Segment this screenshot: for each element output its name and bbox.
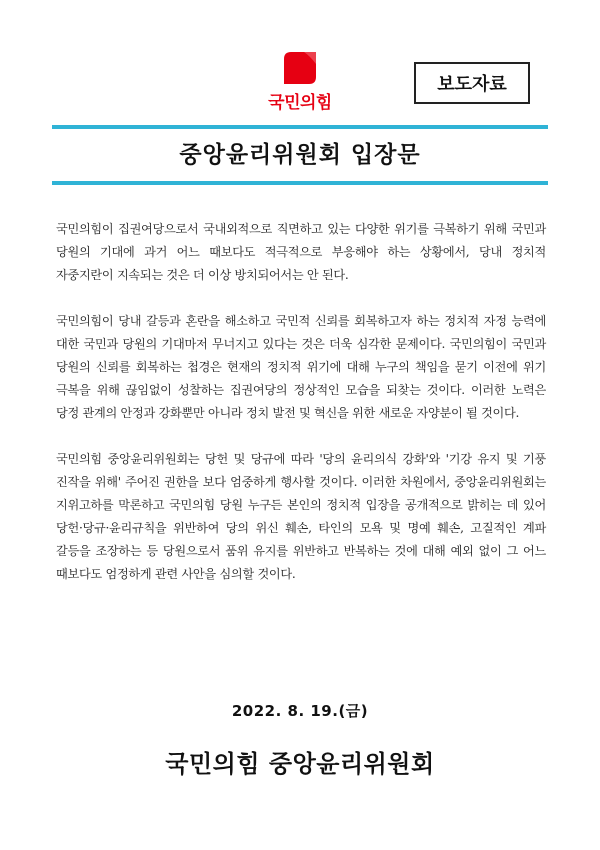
statement-date: 2022. 8. 19.(금) <box>231 702 369 720</box>
paragraph-2: 국민의힘이 당내 갈등과 혼란을 해소하고 국민적 신뢰를 회복하고자 하는 정치적 자정 능력에 대한 국민과 당원의 기대마저 무너지고 있다는 것은 더욱 심각한 문제이다. 국민의힘이 국민과 당원의 신뢰를 회복하는 첩경은 현재의 정치적 위기에 대해 누구의 책임을 묻기 이전에 위기 극복을 위해 끊임없이 성찰하는 집권여당의 정상적인 모습을 되찾는 것이다. 이러한 노력은 당정 관계의 안정과 강화뿐만 아니라 정치 발전 및 혁신을 위한 새로운 자양분이 될 것이다. <box>56 314 546 420</box>
press-release-label: 보도자료 <box>414 62 530 104</box>
title-bottom-rule <box>52 181 548 185</box>
paragraph-3: 국민의힘 중앙윤리위원회는 당헌 및 당규에 따라 '당의 윤리의식 강화'와 '기강 유지 및 기풍 진작을 위해' 주어진 권한을 보다 엄중하게 행사할 것이다. 이러한 차원에서, 중앙윤리위원회는 지위고하를 막론하고 국민의힘 당원 누구든 본인의 정치적 입장을 공개적으로 밝히는 데 있어 당헌·당규·윤리규칙을 위반하여 당의 위신 훼손, 타인의 모욕 및 명예 훼손, 고질적인 계파 갈등을 조장하는 등 당원으로서 품위 유지를 위반하고 반복하는 것에 대해 예외 없이 그 어느 때보다도 엄정하게 관련 사안을 심의할 것이다. <box>56 452 546 581</box>
paragraph-1: 국민의힘이 집권여당으로서 국내외적으로 직면하고 있는 다양한 위기를 극복하기 위해 국민과 당원의 기대에 과거 어느 때보다도 적극적으로 부응해야 하는 상황에서, 당내 정치적 자중지란이 지속되는 것은 더 이상 방치되어서는 안 된다. <box>56 222 546 282</box>
party-logo-mark-icon <box>284 52 316 84</box>
party-logo-text: 국민의힘 <box>268 93 332 113</box>
statement-body <box>56 218 546 609</box>
party-logo <box>250 52 350 120</box>
document-title: 중앙윤리위원회 입장문 <box>179 142 421 168</box>
title-top-rule <box>52 125 548 129</box>
issuing-organization: 국민의힘 중앙윤리위원회 <box>165 750 435 778</box>
